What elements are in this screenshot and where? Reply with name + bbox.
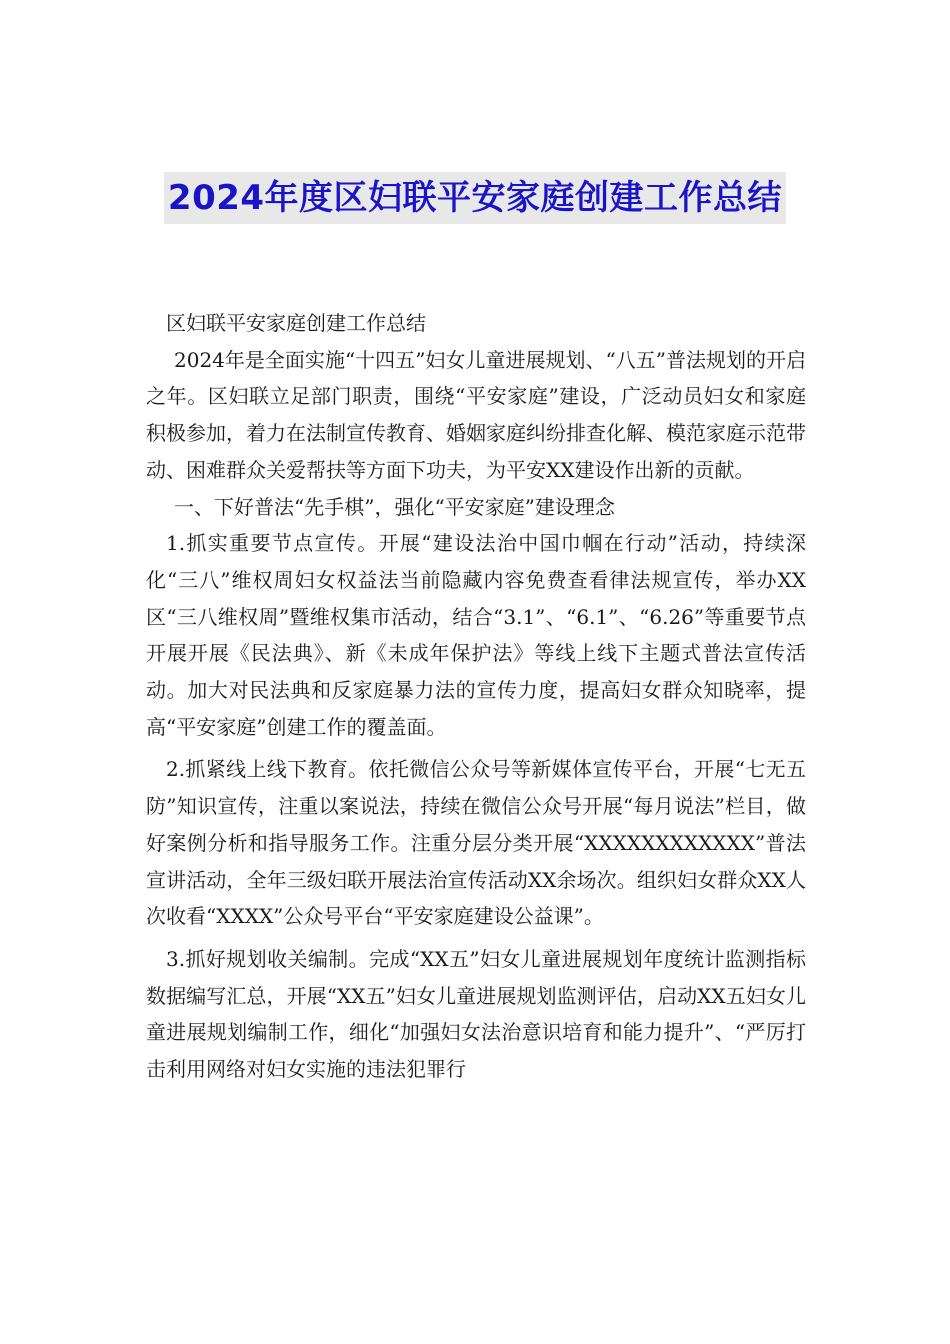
intro-paragraph: 2024年是全面实施“十四五”妇女儿童进展规划、“八五”普法规划的开启之年。区妇联立足部门职责，围绕“平安家庭”建设，广泛动员妇女和家庭积极参加，着力在法制宣传教育、婚姻家庭纠纷排查化解、模范家庭示范带动、困难群众关爱帮扶等方面下功夫，为平安XX建设作出新的贡献。 (146, 347, 806, 482)
document-title: 2024年度区妇联平安家庭创建工作总结 (164, 172, 786, 224)
document-subtitle: 区妇联平安家庭创建工作总结 (166, 311, 426, 335)
item-1-paragraph: 1.抓实重要节点宣传。开展“建设法治中国巾帼在行动”活动，持续深化“三八”维权周妇女权益法当前隐藏内容免费查看律法规宣传，举办XX区“三八维权周”暨维权集市活动，结合“3.1”、“6.1”、“6.26”等重要节点开展开展《民法典》、新《未成年保护法》等线上线下主题式普法宣传活动。加大对民法典和反家庭暴力法的宣传力度，提高妇女群众知晓率，提高“平安家庭”创建工作的覆盖面。 (146, 531, 806, 739)
title-wrap (0, 172, 950, 224)
item-3-paragraph: 3.抓好规划收关编制。完成“XX五”妇女儿童进展规划年度统计监测指标数据编写汇总，开展“XX五”妇女儿童进展规划监测评估，启动XX五妇女儿童进展规划编制工作，细化“加强妇女法治意识培育和能力提升”、“严厉打击利用网络对妇女实施的违法犯罪行 (146, 946, 806, 1082)
item-2-paragraph: 2.抓紧线上线下教育。依托微信公众号等新媒体宣传平台，开展“七无五防”知识宣传，注重以案说法，持续在微信公众号开展“每月说法”栏目，做好案例分析和指导服务工作。注重分层分类开展“XXXXXXXXXXXX”普法宣讲活动，全年三级妇联开展法治宣传活动XX余场次。组织妇女群众XX人次收看“XXXX”公众号平台“平安家庭建设公益课”。 (146, 757, 806, 929)
section-1-heading: 一、下好普法“先手棋”，强化“平安家庭”建设理念 (174, 494, 615, 519)
document-body (146, 305, 806, 1088)
